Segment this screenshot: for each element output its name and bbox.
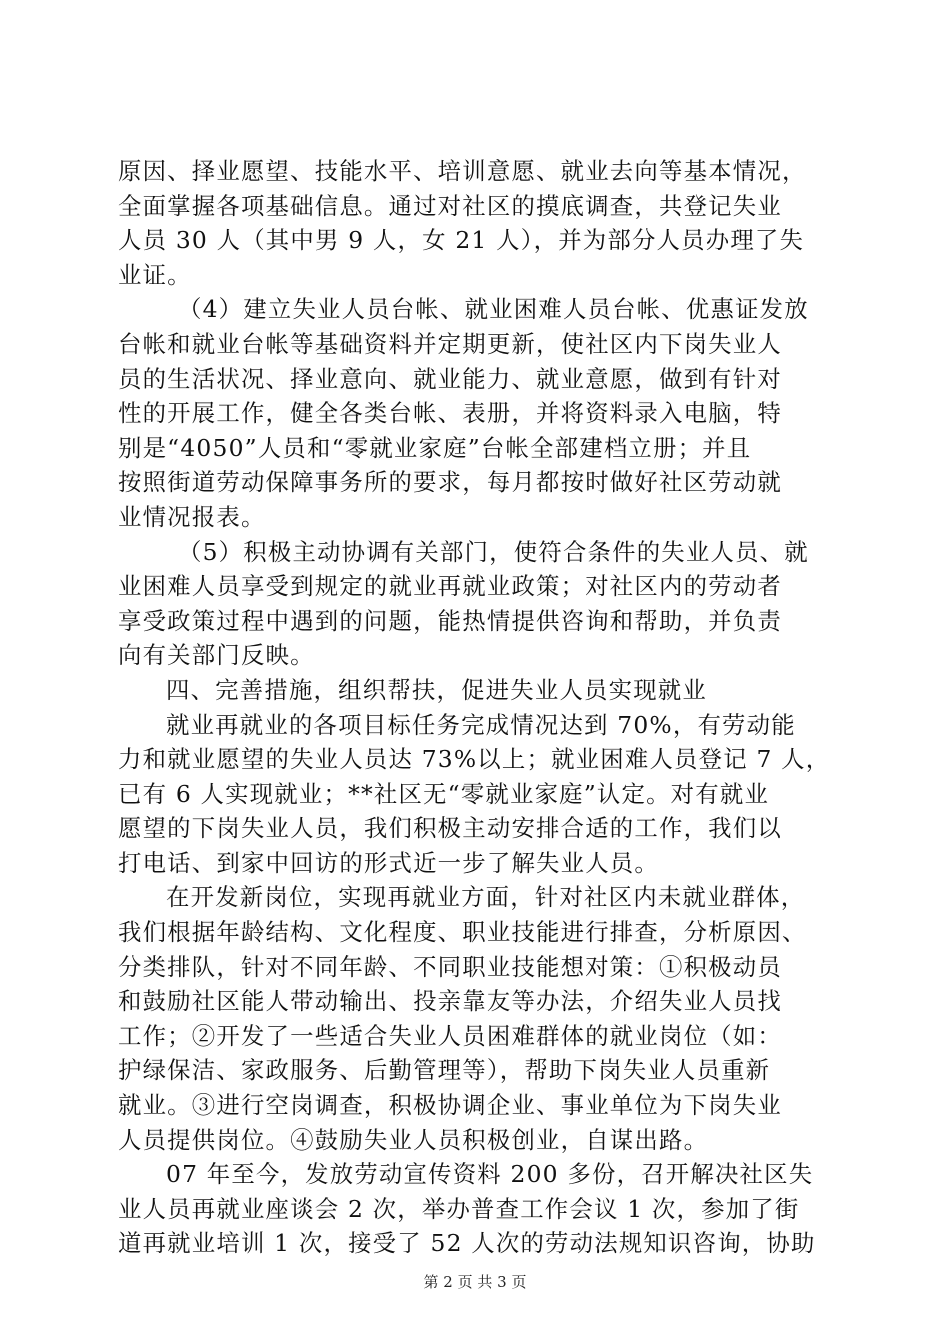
text-line: 性的开展工作，健全各类台帐、表册，并将资料录入电脑，特 xyxy=(118,399,782,428)
text-line: 力和就业愿望的失业人员达 73%以上；就业困难人员登记 7 人， xyxy=(118,745,831,774)
text-line: 全面掌握各项基础信息。通过对社区的摸底调查，共登记失业 xyxy=(118,191,782,220)
text-line: 享受政策过程中遇到的问题，能热情提供咨询和帮助，并负责 xyxy=(118,606,782,635)
text-line: 员的生活状况、择业意向、就业能力、就业意愿，做到有针对 xyxy=(118,364,782,393)
text-line: 已有 6 人实现就业；**社区无“零就业家庭”认定。对有就业 xyxy=(118,779,770,808)
text-line: 别是“4050”人员和“零就业家庭”台帐全部建档立册；并且 xyxy=(118,433,752,462)
text-line: 业证。 xyxy=(118,260,192,289)
text-line: 工作；②开发了一些适合失业人员困难群体的就业岗位（如： xyxy=(118,1021,782,1050)
text-line: 在开发新岗位，实现再就业方面，针对社区内未就业群体， xyxy=(166,883,806,912)
text-line: （4）建立失业人员台帐、就业困难人员台帐、优惠证发放 xyxy=(178,295,809,324)
text-line: 07 年至今，发放劳动宣传资料 200 多份，召开解决社区失 xyxy=(166,1160,814,1189)
section-heading: 四、完善措施，组织帮扶，促进失业人员实现就业 xyxy=(166,675,707,704)
text-line: 就业。③进行空岗调查，积极协调企业、事业单位为下岗失业 xyxy=(118,1091,782,1120)
text-line: 原因、择业愿望、技能水平、培训意愿、就业去向等基本情况， xyxy=(118,157,807,185)
text-line: 业人员再就业座谈会 2 次，举办普查工作会议 1 次，参加了街 xyxy=(118,1194,800,1223)
text-line: 分类排队，针对不同年龄、不同职业技能想对策：①积极动员 xyxy=(118,952,782,981)
text-line: 人员提供岗位。④鼓励失业人员积极创业，自谋出路。 xyxy=(118,1125,709,1154)
text-line: 业困难人员享受到规定的就业再就业政策；对社区内的劳动者 xyxy=(118,572,782,601)
text-line: 台帐和就业台帐等基础资料并定期更新，使社区内下岗失业人 xyxy=(118,329,782,358)
text-line: 愿望的下岗失业人员，我们积极主动安排合适的工作，我们以 xyxy=(118,814,782,843)
text-line: 和鼓励社区能人带动输出、投亲靠友等办法，介绍失业人员找 xyxy=(118,987,782,1016)
page-footer xyxy=(0,1271,950,1292)
text-line: （5）积极主动协调有关部门，使符合条件的失业人员、就 xyxy=(178,537,809,566)
text-line: 业情况报表。 xyxy=(118,502,266,531)
page-number-label: 第 2 页 共 3 页 xyxy=(423,1273,527,1291)
text-line: 就业再就业的各项目标任务完成情况达到 70%，有劳动能 xyxy=(166,710,796,739)
text-line: 护绿保洁、家政服务、后勤管理等），帮助下岗失业人员重新 xyxy=(118,1056,771,1085)
text-line: 我们根据年龄结构、文化程度、职业技能进行排查，分析原因、 xyxy=(118,918,807,947)
text-line: 打电话、到家中回访的形式近一步了解失业人员。 xyxy=(118,848,659,877)
text-line: 人员 30 人（其中男 9 人，女 21 人），并为部分人员办理了失 xyxy=(118,226,805,255)
text-line: 向有关部门反映。 xyxy=(118,641,315,670)
text-line: 按照街道劳动保障事务所的要求，每月都按时做好社区劳动就 xyxy=(118,468,782,497)
text-line: 道再就业培训 1 次，接受了 52 人次的劳动法规知识咨询，协助 xyxy=(118,1229,816,1258)
body-text xyxy=(118,154,838,1261)
